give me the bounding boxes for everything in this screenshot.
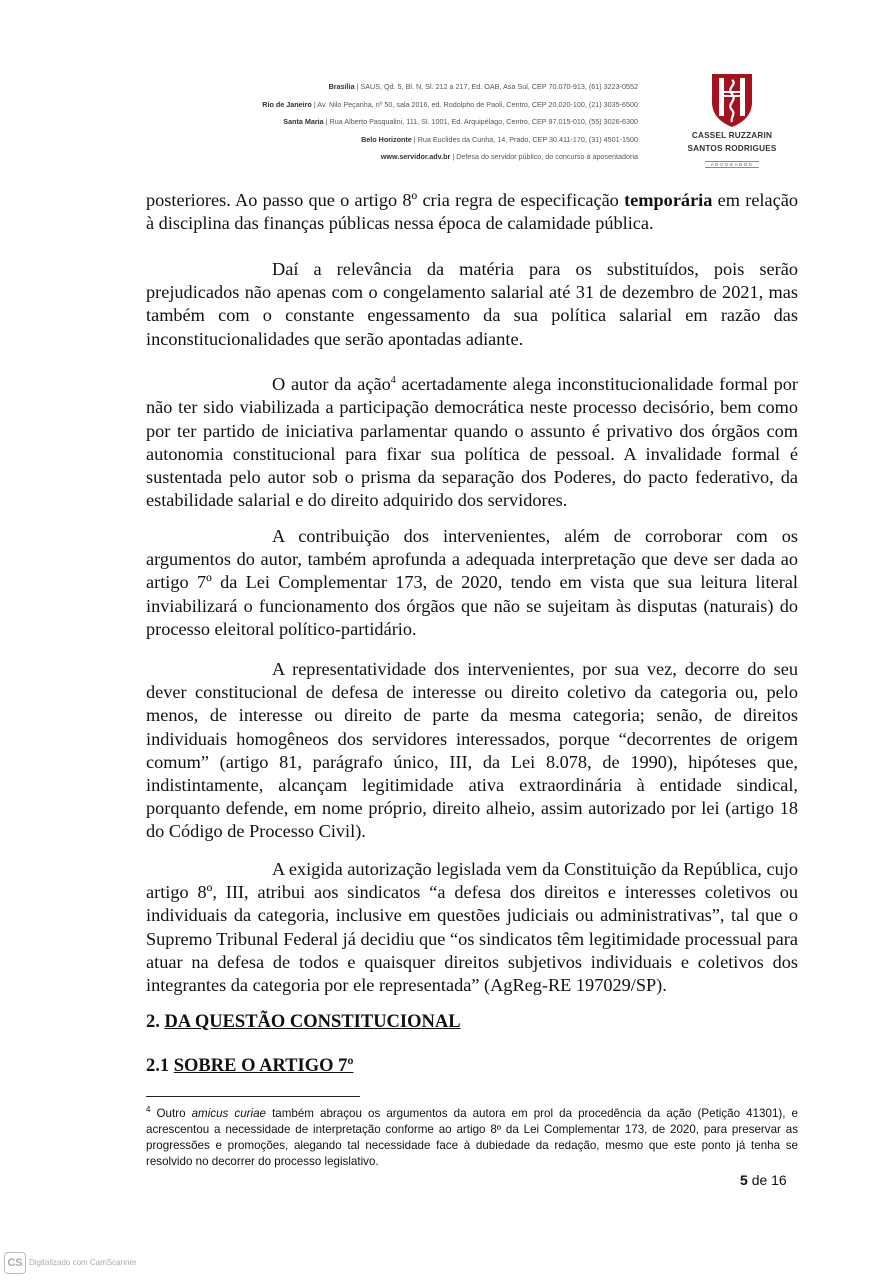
paragraph-1: posteriores. Ao passo que o artigo 8º cria regra de especificação temporária em relação à disciplina das finanças públicas nessa época de calamidade pública. <box>146 190 798 234</box>
subsection-heading: 2.1 SOBRE O ARTIGO 7º <box>146 1056 354 1076</box>
paragraph-6: A exigida autorização legislada vem da Constituição da República, cujo artigo 8º, III, atribui aos sindicatos “a defesa dos direitos e interesses coletivos ou individuais da categoria, inclusive em questões judiciais ou administrativas”, tal que o Supremo Tribunal Federal já decidiu que “os sindicatos têm legitimidade processual para atuar na defesa de todos e quaisquer direitos subjetivos individuais e coletivos dos integrantes da categoria por ele representada” (AgReg-RE 197029/SP). <box>146 859 798 996</box>
website-line: www.servidor.adv.br | Defesa do servidor público, do concurso à aposentadoria <box>380 152 638 161</box>
paragraph-3: O autor da ação$^4$ acertadamente alega inconstitucionalidade formal por não ter sido viabilizada a participação democrática neste processo decisório, bem como por ter partido de iniciativa parlamentar quando o assunto é privativo dos órgãos com autonomia constitucional para fixar sua política de pessoal. A invalidade formal é sustentada pelo autor sob o prisma da separação dos Poderes, do pacto federativo, da estabilidade salarial e do direito adquirido dos servidores. <box>146 374 799 511</box>
firm-name-2: SANTOS RODRIGUES <box>687 143 777 153</box>
camscanner-icon: CS <box>4 1252 26 1274</box>
page-number: 5 de 16 <box>740 1172 787 1188</box>
firm-logo <box>676 72 788 171</box>
address-line: Santa Maria | Rua Alberto Pasqualini, 111, Sl. 1001, Ed. Arquipélago, Centro, CEP 97.015-010, (55) 3026-6300 <box>283 117 638 126</box>
firm-name-1: CASSEL RUZZARIN <box>691 131 773 140</box>
footnote-ref[interactable]: 4 <box>390 375 396 386</box>
paragraph-5: A representatividade dos intervenientes, por sua vez, decorre do seu dever constitucional de defesa de interesse ou direito coletivo da categoria ou, pelo menos, de interesse ou direito de parte da mesma categoria; senão, de direitos individuais homogêneos dos servidores interessados, porque “decorrentes de origem comum” (artigo 81, parágrafo único, III, da Lei 8.078, de 1990), hipóteses que, indistintamente, alcançam legitimidade ativa extraordinária à entidade sindical, porquanto defende, em nome próprio, direito alheio, assim autorizado por lei (artigo 18 do Código de Processo Civil). <box>146 659 798 842</box>
paragraph-4: A contribuição dos intervenientes, além de corroborar com os argumentos do autor, também aprofunda a adequada interpretação que deve ser dada ao artigo 7º da Lei Complementar 173, de 2020, tendo em vista que sua leitura literal inviabilizará o funcionamento dos órgãos que não se sujeitam às disputas (naturais) do processo eleitoral político-partidário. <box>146 526 798 639</box>
firm-tag: ADVOGADOS <box>705 161 760 168</box>
paragraph-2: Daí a relevância da matéria para os substituídos, pois serão prejudicados não apenas com o congelamento salarial até 31 de dezembro de 2021, mas também com o constante engessamento da sua política salarial em razão das inconstitucionalidades que serão apontadas adiante. <box>146 259 798 349</box>
letterhead-addresses <box>160 78 638 166</box>
scanner-watermark: CS Digitalizado com CamScanner <box>4 1252 137 1274</box>
shield-logo-icon <box>708 72 756 128</box>
section-heading: 2. DA QUESTÃO CONSTITUCIONAL <box>146 1012 461 1032</box>
footnote: $^4$ Outro amicus curiae também abraçou os argumentos da autora em prol da procedência da ação (Petição 41301), e acrescentou a necessidade de interpretação conforme ao artigo 8º da Lei Complementar 173, de 2020, para preservar as progressões e promoções, alegando tal necessidade face à dubiedade da redação, mesmo que este ponto já tenha se resolvido no decorrer do processo legislativo. <box>146 1105 798 1169</box>
address-line: Brasília | SAUS, Qd. 5, Bl. N, Sl. 212 a 217, Ed. OAB, Asa Sul, CEP 70.070-913, (61) 3223-0552 <box>328 82 638 91</box>
footnote-divider <box>146 1096 360 1097</box>
address-line: Belo Horizonte | Rua Euclides da Cunha, 14, Prado, CEP 30.411-170, (31) 4501-1500 <box>361 134 638 144</box>
address-line: Rio de Janeiro | Av. Nilo Peçanha, nº 50, sala 2016, ed. Rodolpho de Paoli, Centro, CEP 20.020-100, (21) 3035-6500 <box>262 99 638 109</box>
